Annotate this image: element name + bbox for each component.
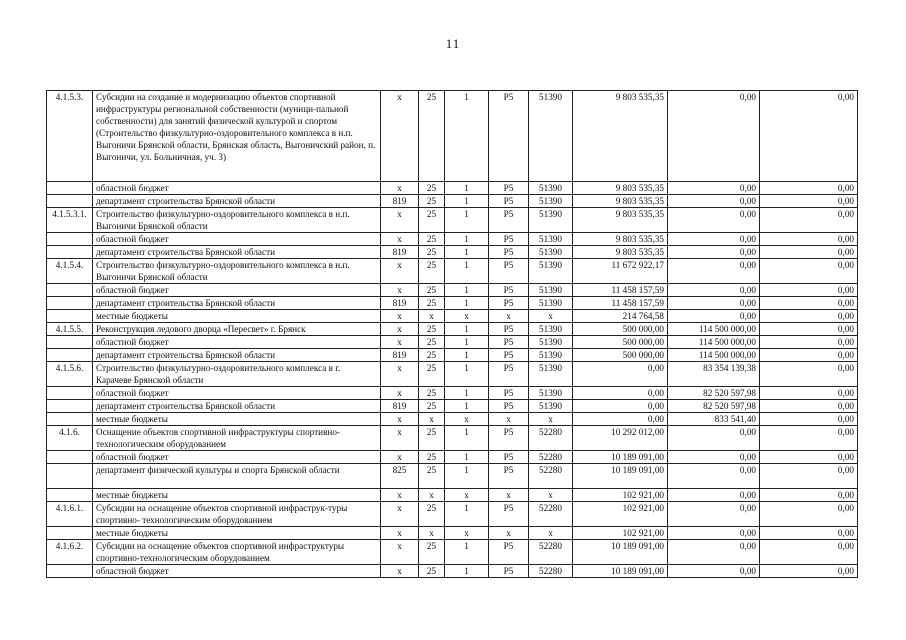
row-value-year-3: 0,00 <box>760 387 858 400</box>
row-target-code-2: 51390 <box>529 387 573 400</box>
table-row <box>47 182 858 195</box>
row-target-code: х <box>489 310 529 323</box>
row-value-year-1: 102 921,00 <box>573 502 668 527</box>
row-value-year-2: 0,00 <box>668 464 760 489</box>
row-code <box>47 400 93 413</box>
row-name: областной бюджет <box>93 451 381 464</box>
row-value-year-1: 9 803 535,35 <box>573 182 668 195</box>
row-name: местные бюджеты <box>93 489 381 502</box>
row-target-code-2: 51390 <box>529 208 573 233</box>
row-name: областной бюджет <box>93 387 381 400</box>
table-row <box>47 297 858 310</box>
row-name: Субсидии на оснащение объектов спортивной инфраструк-туры спортивно- технологическим оборудованием <box>93 502 381 527</box>
row-target-code-2: 51390 <box>529 400 573 413</box>
row-value-year-3: 0,00 <box>760 259 858 284</box>
row-section-code: 25 <box>419 565 445 578</box>
row-target-code-2: х <box>529 489 573 502</box>
row-admin-code: х <box>381 362 419 387</box>
row-name: местные бюджеты <box>93 310 381 323</box>
row-section-code: 25 <box>419 284 445 297</box>
row-value-year-1: 10 292 012,00 <box>573 426 668 451</box>
row-value-year-1: 9 803 535,35 <box>573 208 668 233</box>
row-value-year-3: 0,00 <box>760 400 858 413</box>
row-code <box>47 310 93 323</box>
row-value-year-1: 0,00 <box>573 362 668 387</box>
row-subsection-code: 1 <box>445 246 489 259</box>
row-target-code: Р5 <box>489 349 529 362</box>
table-row <box>47 284 858 297</box>
row-admin-code: х <box>381 387 419 400</box>
row-subsection-code: 1 <box>445 233 489 246</box>
row-target-code-2: 52280 <box>529 426 573 451</box>
table-row <box>47 246 858 259</box>
row-section-code: 25 <box>419 336 445 349</box>
row-value-year-2: 0,00 <box>668 233 760 246</box>
row-admin-code: 819 <box>381 349 419 362</box>
row-subsection-code: 1 <box>445 297 489 310</box>
row-section-code: 25 <box>419 182 445 195</box>
row-value-year-3: 0,00 <box>760 233 858 246</box>
row-admin-code: х <box>381 310 419 323</box>
row-target-code: Р5 <box>489 502 529 527</box>
row-value-year-1: 11 458 157,59 <box>573 297 668 310</box>
row-target-code: Р5 <box>489 284 529 297</box>
row-code: 4.1.6. <box>47 426 93 451</box>
row-code <box>47 527 93 540</box>
row-value-year-3: 0,00 <box>760 349 858 362</box>
row-admin-code: х <box>381 413 419 426</box>
row-value-year-1: 9 803 535,35 <box>573 246 668 259</box>
row-name: Субсидии на оснащение объектов спортивной инфраструктуры спортивно-технологическим оборудованием <box>93 540 381 565</box>
row-value-year-2: 0,00 <box>668 182 760 195</box>
row-value-year-3: 0,00 <box>760 91 858 182</box>
row-target-code-2: х <box>529 310 573 323</box>
row-section-code: 25 <box>419 502 445 527</box>
row-target-code: х <box>489 413 529 426</box>
row-target-code: Р5 <box>489 336 529 349</box>
budget-table <box>46 90 858 578</box>
row-value-year-2: 0,00 <box>668 297 760 310</box>
row-value-year-1: 10 189 091,00 <box>573 451 668 464</box>
table-row <box>47 489 858 502</box>
row-target-code-2: 51390 <box>529 195 573 208</box>
row-value-year-1: 9 803 535,35 <box>573 91 668 182</box>
row-target-code-2: 51390 <box>529 246 573 259</box>
row-admin-code: х <box>381 565 419 578</box>
row-code: 4.1.5.5. <box>47 323 93 336</box>
row-target-code-2: 52280 <box>529 565 573 578</box>
table-row <box>47 195 858 208</box>
row-value-year-1: 0,00 <box>573 387 668 400</box>
row-target-code: Р5 <box>489 208 529 233</box>
row-subsection-code: 1 <box>445 91 489 182</box>
row-admin-code: х <box>381 208 419 233</box>
row-target-code-2: 52280 <box>529 451 573 464</box>
row-section-code: х <box>419 489 445 502</box>
row-target-code-2: 51390 <box>529 284 573 297</box>
row-target-code: Р5 <box>489 387 529 400</box>
row-value-year-3: 0,00 <box>760 284 858 297</box>
row-value-year-3: 0,00 <box>760 527 858 540</box>
row-subsection-code: 1 <box>445 284 489 297</box>
row-value-year-3: 0,00 <box>760 413 858 426</box>
row-code <box>47 297 93 310</box>
row-value-year-3: 0,00 <box>760 297 858 310</box>
row-section-code: 25 <box>419 208 445 233</box>
row-admin-code: х <box>381 489 419 502</box>
row-subsection-code: 1 <box>445 349 489 362</box>
row-admin-code: х <box>381 426 419 451</box>
row-target-code: Р5 <box>489 182 529 195</box>
row-target-code-2: 51390 <box>529 349 573 362</box>
row-value-year-1: 9 803 535,35 <box>573 195 668 208</box>
row-code <box>47 195 93 208</box>
row-value-year-2: 0,00 <box>668 565 760 578</box>
row-subsection-code: 1 <box>445 362 489 387</box>
row-section-code: 25 <box>419 233 445 246</box>
row-name: областной бюджет <box>93 284 381 297</box>
row-name: Оснащение объектов спортивной инфраструктуры спортивно-технологическим оборудованием <box>93 426 381 451</box>
row-admin-code: х <box>381 336 419 349</box>
row-target-code-2: 51390 <box>529 323 573 336</box>
row-target-code: Р5 <box>489 91 529 182</box>
row-admin-code: х <box>381 182 419 195</box>
row-admin-code: х <box>381 259 419 284</box>
row-target-code: Р5 <box>489 233 529 246</box>
table-row <box>47 323 858 336</box>
row-section-code: 25 <box>419 451 445 464</box>
row-value-year-2: 0,00 <box>668 91 760 182</box>
row-target-code: х <box>489 527 529 540</box>
row-name: областной бюджет <box>93 233 381 246</box>
row-target-code: х <box>489 489 529 502</box>
row-section-code: 25 <box>419 323 445 336</box>
row-value-year-2: 82 520 597,98 <box>668 387 760 400</box>
row-value-year-1: 214 764,58 <box>573 310 668 323</box>
row-target-code-2: х <box>529 413 573 426</box>
table-row <box>47 233 858 246</box>
row-target-code-2: 51390 <box>529 182 573 195</box>
table-row <box>47 540 858 565</box>
row-subsection-code: 1 <box>445 400 489 413</box>
row-value-year-2: 0,00 <box>668 489 760 502</box>
row-admin-code: х <box>381 284 419 297</box>
row-code <box>47 464 93 489</box>
row-value-year-2: 0,00 <box>668 527 760 540</box>
row-subsection-code: 1 <box>445 387 489 400</box>
row-admin-code: х <box>381 451 419 464</box>
row-value-year-3: 0,00 <box>760 246 858 259</box>
row-subsection-code: 1 <box>445 565 489 578</box>
row-target-code-2: 51390 <box>529 362 573 387</box>
row-subsection-code: х <box>445 527 489 540</box>
row-value-year-1: 11 672 922,17 <box>573 259 668 284</box>
row-code: 4.1.6.1. <box>47 502 93 527</box>
row-section-code: 25 <box>419 400 445 413</box>
row-code <box>47 489 93 502</box>
row-value-year-2: 83 354 139,38 <box>668 362 760 387</box>
row-section-code: х <box>419 413 445 426</box>
table-row <box>47 413 858 426</box>
row-target-code: Р5 <box>489 426 529 451</box>
row-name: Строительство физкультурно-оздоровительного комплекса в г. Карачеве Брянской области <box>93 362 381 387</box>
row-admin-code: 825 <box>381 464 419 489</box>
table-row <box>47 310 858 323</box>
row-target-code-2: 51390 <box>529 91 573 182</box>
row-code <box>47 349 93 362</box>
row-value-year-2: 0,00 <box>668 426 760 451</box>
table-row <box>47 349 858 362</box>
row-admin-code: х <box>381 540 419 565</box>
row-value-year-3: 0,00 <box>760 182 858 195</box>
row-subsection-code: 1 <box>445 426 489 451</box>
row-section-code: х <box>419 527 445 540</box>
row-code: 4.1.5.4. <box>47 259 93 284</box>
row-subsection-code: х <box>445 489 489 502</box>
row-value-year-1: 0,00 <box>573 413 668 426</box>
row-target-code: Р5 <box>489 400 529 413</box>
row-value-year-1: 0,00 <box>573 400 668 413</box>
row-target-code: Р5 <box>489 259 529 284</box>
row-name: областной бюджет <box>93 336 381 349</box>
row-name: департамент строительства Брянской области <box>93 349 381 362</box>
row-code <box>47 182 93 195</box>
table-row <box>47 336 858 349</box>
row-value-year-1: 10 189 091,00 <box>573 540 668 565</box>
row-value-year-2: 114 500 000,00 <box>668 349 760 362</box>
row-target-code: Р5 <box>489 362 529 387</box>
table-body <box>47 91 858 578</box>
row-value-year-3: 0,00 <box>760 565 858 578</box>
row-name: Строительство физкультурно-оздоровительного комплекса в н.п. Выгоничи Брянской области <box>93 259 381 284</box>
row-subsection-code: 1 <box>445 208 489 233</box>
table-row <box>47 502 858 527</box>
row-target-code: Р5 <box>489 323 529 336</box>
row-value-year-2: 114 500 000,00 <box>668 323 760 336</box>
row-target-code: Р5 <box>489 195 529 208</box>
row-section-code: 25 <box>419 464 445 489</box>
table-row <box>47 451 858 464</box>
row-admin-code: 819 <box>381 246 419 259</box>
row-section-code: 25 <box>419 540 445 565</box>
row-code <box>47 336 93 349</box>
row-value-year-1: 500 000,00 <box>573 336 668 349</box>
row-value-year-3: 0,00 <box>760 323 858 336</box>
row-code <box>47 284 93 297</box>
row-value-year-3: 0,00 <box>760 426 858 451</box>
row-value-year-3: 0,00 <box>760 310 858 323</box>
row-admin-code: х <box>381 323 419 336</box>
row-target-code-2: 51390 <box>529 336 573 349</box>
row-section-code: 25 <box>419 246 445 259</box>
row-name: местные бюджеты <box>93 527 381 540</box>
table-row <box>47 565 858 578</box>
row-target-code-2: 51390 <box>529 259 573 284</box>
row-target-code: Р5 <box>489 464 529 489</box>
row-value-year-3: 0,00 <box>760 362 858 387</box>
row-code <box>47 387 93 400</box>
row-name: департамент строительства Брянской области <box>93 246 381 259</box>
row-admin-code: х <box>381 502 419 527</box>
row-name: департамент физической культуры и спорта Брянской области <box>93 464 381 489</box>
page-number: 11 <box>445 36 461 51</box>
row-code: 4.1.6.2. <box>47 540 93 565</box>
row-subsection-code: 1 <box>445 540 489 565</box>
row-admin-code: 819 <box>381 195 419 208</box>
table-row <box>47 362 858 387</box>
row-value-year-2: 0,00 <box>668 310 760 323</box>
row-code: 4.1.5.3. <box>47 91 93 182</box>
row-value-year-2: 0,00 <box>668 246 760 259</box>
row-name: Строительство физкультурно-оздоровительного комплекса в н.п. Выгоничи Брянской области <box>93 208 381 233</box>
row-name: департамент строительства Брянской области <box>93 400 381 413</box>
table-row <box>47 527 858 540</box>
row-value-year-3: 0,00 <box>760 208 858 233</box>
row-subsection-code: 1 <box>445 451 489 464</box>
row-value-year-2: 0,00 <box>668 284 760 297</box>
row-section-code: 25 <box>419 349 445 362</box>
row-value-year-1: 9 803 535,35 <box>573 233 668 246</box>
row-value-year-3: 0,00 <box>760 540 858 565</box>
row-value-year-3: 0,00 <box>760 502 858 527</box>
row-section-code: 25 <box>419 259 445 284</box>
row-subsection-code: 1 <box>445 323 489 336</box>
row-value-year-3: 0,00 <box>760 489 858 502</box>
row-section-code: х <box>419 310 445 323</box>
row-section-code: 25 <box>419 195 445 208</box>
row-code <box>47 413 93 426</box>
row-value-year-2: 833 541,40 <box>668 413 760 426</box>
row-subsection-code: х <box>445 413 489 426</box>
row-target-code-2: 52280 <box>529 464 573 489</box>
row-admin-code: 819 <box>381 297 419 310</box>
row-name: областной бюджет <box>93 182 381 195</box>
row-name: департамент строительства Брянской области <box>93 195 381 208</box>
row-subsection-code: 1 <box>445 336 489 349</box>
table-row <box>47 400 858 413</box>
row-value-year-2: 0,00 <box>668 451 760 464</box>
table-row <box>47 464 858 489</box>
row-admin-code: х <box>381 527 419 540</box>
row-value-year-2: 0,00 <box>668 195 760 208</box>
row-subsection-code: 1 <box>445 502 489 527</box>
row-subsection-code: 1 <box>445 259 489 284</box>
row-code <box>47 246 93 259</box>
row-target-code: Р5 <box>489 540 529 565</box>
row-section-code: 25 <box>419 426 445 451</box>
row-admin-code: х <box>381 233 419 246</box>
row-value-year-1: 102 921,00 <box>573 527 668 540</box>
row-value-year-2: 0,00 <box>668 540 760 565</box>
row-target-code-2: 51390 <box>529 297 573 310</box>
row-value-year-3: 0,00 <box>760 336 858 349</box>
row-target-code-2: х <box>529 527 573 540</box>
row-target-code-2: 52280 <box>529 540 573 565</box>
row-value-year-3: 0,00 <box>760 451 858 464</box>
row-admin-code: 819 <box>381 400 419 413</box>
row-target-code: Р5 <box>489 451 529 464</box>
row-name: Субсидии на создание и модернизацию объектов спортивной инфраструктуры региональной собственности (муници-пальной собственности) для занятий физической культурой и спортом (Строительство физкультурно-оздоровительного комплекса в н.п. Выгоничи Брянской области, Брянская область, Выгоничский район, п. Выгоничи, ул. Больничная, уч. 3) <box>93 91 381 182</box>
row-value-year-2: 0,00 <box>668 259 760 284</box>
row-value-year-3: 0,00 <box>760 464 858 489</box>
table-row <box>47 426 858 451</box>
row-value-year-1: 10 189 091,00 <box>573 464 668 489</box>
row-value-year-3: 0,00 <box>760 195 858 208</box>
row-target-code: Р5 <box>489 246 529 259</box>
row-value-year-2: 0,00 <box>668 502 760 527</box>
table-row <box>47 208 858 233</box>
row-name: департамент строительства Брянской области <box>93 297 381 310</box>
row-code <box>47 451 93 464</box>
row-subsection-code: 1 <box>445 464 489 489</box>
table-row <box>47 387 858 400</box>
table-row <box>47 91 858 182</box>
row-value-year-2: 82 520 597,98 <box>668 400 760 413</box>
row-target-code-2: 52280 <box>529 502 573 527</box>
row-section-code: 25 <box>419 91 445 182</box>
row-subsection-code: 1 <box>445 195 489 208</box>
table-row <box>47 259 858 284</box>
row-name: областной бюджет <box>93 565 381 578</box>
row-value-year-1: 10 189 091,00 <box>573 565 668 578</box>
row-subsection-code: 1 <box>445 182 489 195</box>
row-code <box>47 233 93 246</box>
row-value-year-1: 500 000,00 <box>573 349 668 362</box>
row-target-code: Р5 <box>489 297 529 310</box>
row-subsection-code: х <box>445 310 489 323</box>
row-value-year-1: 500 000,00 <box>573 323 668 336</box>
row-name: местные бюджеты <box>93 413 381 426</box>
row-code: 4.1.5.6. <box>47 362 93 387</box>
row-value-year-1: 102 921,00 <box>573 489 668 502</box>
row-section-code: 25 <box>419 387 445 400</box>
row-section-code: 25 <box>419 362 445 387</box>
row-target-code-2: 51390 <box>529 233 573 246</box>
row-value-year-1: 11 458 157,59 <box>573 284 668 297</box>
row-code: 4.1.5.3.1. <box>47 208 93 233</box>
row-section-code: 25 <box>419 297 445 310</box>
row-admin-code: х <box>381 91 419 182</box>
row-target-code: Р5 <box>489 565 529 578</box>
row-name: Реконструкция ледового дворца «Пересвет» г. Брянск <box>93 323 381 336</box>
row-value-year-2: 0,00 <box>668 208 760 233</box>
row-code <box>47 565 93 578</box>
row-value-year-2: 114 500 000,00 <box>668 336 760 349</box>
